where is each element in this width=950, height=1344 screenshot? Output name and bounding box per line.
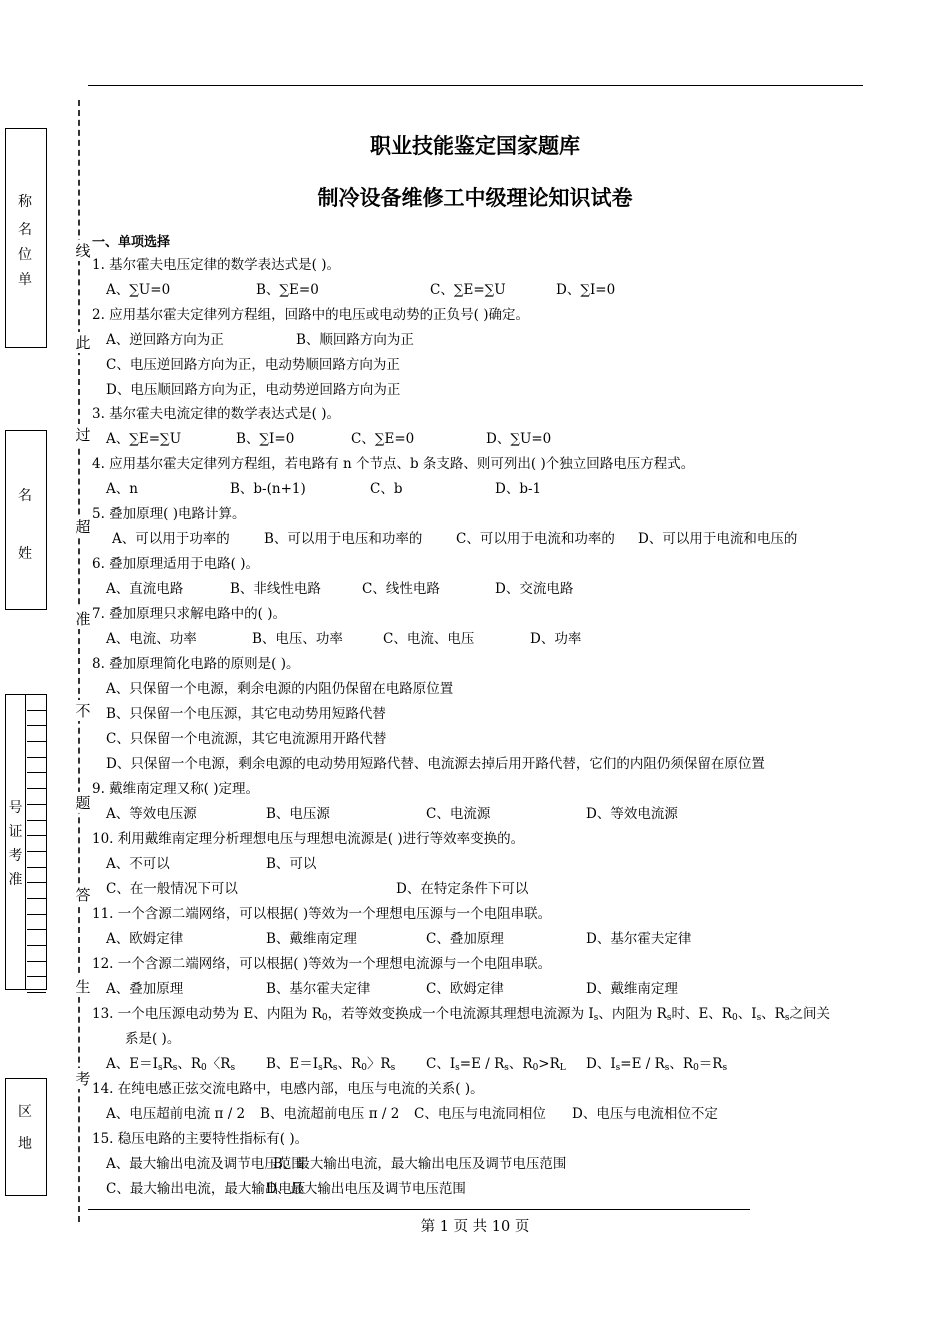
- unit-label-char: 单: [18, 272, 32, 288]
- name-label-char: 名: [18, 488, 32, 504]
- option-text: C、$I_s=E / R_s$、$R_0>R_L$: [426, 1056, 566, 1073]
- option-text: B、$E=I_sR_s$、$R_0$〉$R_s$: [266, 1056, 396, 1073]
- option-text: D、电压顺回路方向为正，电动势逆回路方向为正: [106, 382, 401, 398]
- option-text: A、欧姆定律: [106, 931, 184, 947]
- region-label-char: 区: [18, 1104, 32, 1120]
- unit-name-label: [6, 129, 44, 347]
- option-text: A、∑U=0: [106, 282, 171, 298]
- option-text: B、基尔霍夫定律: [266, 981, 371, 997]
- seal-char: 答: [70, 884, 96, 905]
- id-label-char: 号: [8, 800, 23, 816]
- option-text: B、只保留一个电压源，其它电动势用短路代替: [106, 706, 386, 722]
- option-text: B、b-(n+1): [230, 481, 306, 497]
- option-text: A、电压超前电流 π / 2: [106, 1106, 246, 1122]
- page-number: 第 1 页 共 10 页: [420, 1219, 530, 1235]
- region-label-char: 地: [18, 1136, 32, 1152]
- name-label-char: 姓: [18, 546, 32, 562]
- section-heading: 一、单项选择: [92, 235, 171, 250]
- unit-name-box: [5, 128, 47, 348]
- seal-char: 题: [70, 792, 96, 813]
- exam-paper-title: 制冷设备维修工中级理论知识试卷: [317, 186, 633, 210]
- option-text: A、叠加原理: [106, 981, 184, 997]
- option-text: D、交流电路: [495, 581, 574, 597]
- option-text: A、最大输出电流及调节电压范围: [106, 1156, 305, 1172]
- question-text: 14. 在纯电感正弦交流电路中，电感内部，电压与电流的关系( )。: [92, 1081, 484, 1097]
- option-text: D、可以用于电流和电压的: [638, 531, 798, 547]
- option-text: C、b: [370, 481, 403, 497]
- option-text: D、在特定条件下可以: [396, 881, 529, 897]
- option-text: C、欧姆定律: [426, 981, 504, 997]
- seal-char: 不: [70, 700, 96, 721]
- option-text: D、只保留一个电源，剩余电源的电动势用短路代替、电流源去掉后用开路代替，它们的内阻仍须保留在原位置: [106, 756, 765, 772]
- option-text: C、电流、电压: [383, 631, 475, 647]
- option-text: D、功率: [530, 631, 582, 647]
- question-text: 7. 叠加原理只求解电路中的( )。: [92, 606, 286, 622]
- admission-number-box: [5, 694, 47, 990]
- admission-number-label: [6, 695, 26, 989]
- seal-char: 过: [70, 424, 96, 445]
- option-text: B、电流超前电压 π / 2: [260, 1106, 400, 1122]
- option-text: A、可以用于功率的: [112, 531, 230, 547]
- question-text: 1. 基尔霍夫电压定律的数学表达式是( )。: [92, 257, 340, 273]
- option-text: A、n: [106, 481, 138, 497]
- option-text: B、可以用于电压和功率的: [264, 531, 423, 547]
- bottom-rule: [88, 1209, 750, 1210]
- option-text: C、可以用于电流和功率的: [456, 531, 615, 547]
- option-text: D、基尔霍夫定律: [586, 931, 692, 947]
- option-text: D、∑U=0: [486, 431, 552, 447]
- option-text: C、∑E=∑U: [430, 282, 506, 298]
- seal-char: 准: [70, 608, 96, 629]
- option-text: C、只保留一个电流源，其它电流源用开路代替: [106, 731, 387, 747]
- option-text: B、非线性电路: [230, 581, 321, 597]
- option-text: C、线性电路: [362, 581, 440, 597]
- question-text: 11. 一个含源二端网络，可以根据( )等效为一个理想电压源与一个电阻串联。: [92, 906, 552, 922]
- admission-number-grid: [27, 695, 46, 989]
- question-text: 5. 叠加原理( )电路计算。: [92, 506, 246, 522]
- option-text: C、电压与电流同相位: [414, 1106, 546, 1122]
- option-text: B、最大输出电流，最大输出电压及调节电压范围: [273, 1156, 567, 1172]
- candidate-name-label: [6, 431, 44, 609]
- seal-char: 生: [70, 976, 96, 997]
- option-text: D、等效电流源: [586, 806, 678, 822]
- option-text: B、顺回路方向为正: [296, 332, 414, 348]
- option-text: B、电压、功率: [252, 631, 343, 647]
- option-text: A、不可以: [106, 856, 170, 872]
- option-text: D、最大输出电压及调节电压范围: [266, 1181, 466, 1197]
- option-text: A、等效电压源: [106, 806, 197, 822]
- option-text: B、戴维南定理: [266, 931, 357, 947]
- binding-dashed-line: [78, 100, 80, 1222]
- unit-label-char: 称: [18, 194, 32, 210]
- question-text: 9. 戴维南定理又称( )定理。: [92, 781, 259, 797]
- option-text: C、电流源: [426, 806, 491, 822]
- candidate-name-box: [5, 430, 47, 610]
- region-box: [5, 1078, 47, 1196]
- option-text: B、电压源: [266, 806, 330, 822]
- option-text: C、叠加原理: [426, 931, 504, 947]
- question-text: 6. 叠加原理适用于电路( )。: [92, 556, 259, 572]
- option-text: D、电压与电流相位不定: [572, 1106, 718, 1122]
- option-text: A、直流电路: [106, 581, 184, 597]
- option-text: A、∑E=∑U: [106, 431, 182, 447]
- id-label-char: 考: [8, 848, 23, 864]
- question-text: 3. 基尔霍夫电流定律的数学表达式是( )。: [92, 406, 340, 422]
- question-text: 13. 一个电压源电动势为 E、内阻为 $R_0$，若等效变换成一个电流源其理想电流源为 $I_s$、内阻为 $R_s$时、E、$R_0$、$I_s$、$R_s$之间关: [92, 1006, 830, 1023]
- option-text: A、只保留一个电源，剩余电源的内阻仍保留在电路原位置: [106, 681, 454, 697]
- region-label: [6, 1079, 44, 1195]
- question-text: 8. 叠加原理简化电路的原则是( )。: [92, 656, 300, 672]
- id-label-char: 准: [8, 872, 23, 888]
- option-text: C、在一般情况下可以: [106, 881, 238, 897]
- seal-char: 超: [70, 516, 96, 537]
- option-text: 系是( )。: [125, 1031, 181, 1047]
- option-text: B、∑E=0: [256, 282, 319, 298]
- exam-bank-title: 职业技能鉴定国家题库: [370, 134, 580, 158]
- option-text: C、∑E=0: [351, 431, 415, 447]
- option-text: A、电流、功率: [106, 631, 197, 647]
- option-text: B、∑I=0: [236, 431, 295, 447]
- question-text: 15. 稳压电路的主要特性指标有( )。: [92, 1131, 309, 1147]
- seal-char: 线: [70, 240, 96, 261]
- question-text: 2. 应用基尔霍夫定律列方程组，回路中的电压或电动势的正负号( )确定。: [92, 307, 529, 323]
- option-text: C、电压逆回路方向为正，电动势顺回路方向为正: [106, 357, 400, 373]
- option-text: A、逆回路方向为正: [106, 332, 224, 348]
- question-text: 12. 一个含源二端网络，可以根据( )等效为一个理想电流源与一个电阻串联。: [92, 956, 552, 972]
- seal-char: 考: [70, 1068, 96, 1089]
- option-text: D、b-1: [495, 481, 542, 497]
- option-text: D、戴维南定理: [586, 981, 678, 997]
- option-text: D、$I_s=E / R_s$、$R_0=R_s$: [586, 1056, 728, 1073]
- question-text: 10. 利用戴维南定理分析理想电压与理想电流源是( )进行等效率变换的。: [92, 831, 525, 847]
- unit-label-char: 位: [18, 247, 32, 263]
- id-label-char: 证: [8, 824, 23, 840]
- option-text: C、最大输出电流，最大输出电压: [106, 1181, 306, 1197]
- unit-label-char: 名: [18, 222, 32, 238]
- seal-char: 此: [70, 332, 96, 353]
- option-text: B、可以: [266, 856, 317, 872]
- option-text: A、$E=I_sR_s$、$R_0$〈$R_s$: [106, 1056, 236, 1073]
- question-text: 4. 应用基尔霍夫定律列方程组，若电路有 n 个节点、b 条支路、则可列出( )个独立回路电压方程式。: [92, 456, 695, 472]
- option-text: D、∑I=0: [556, 282, 616, 298]
- top-rule: [88, 85, 863, 86]
